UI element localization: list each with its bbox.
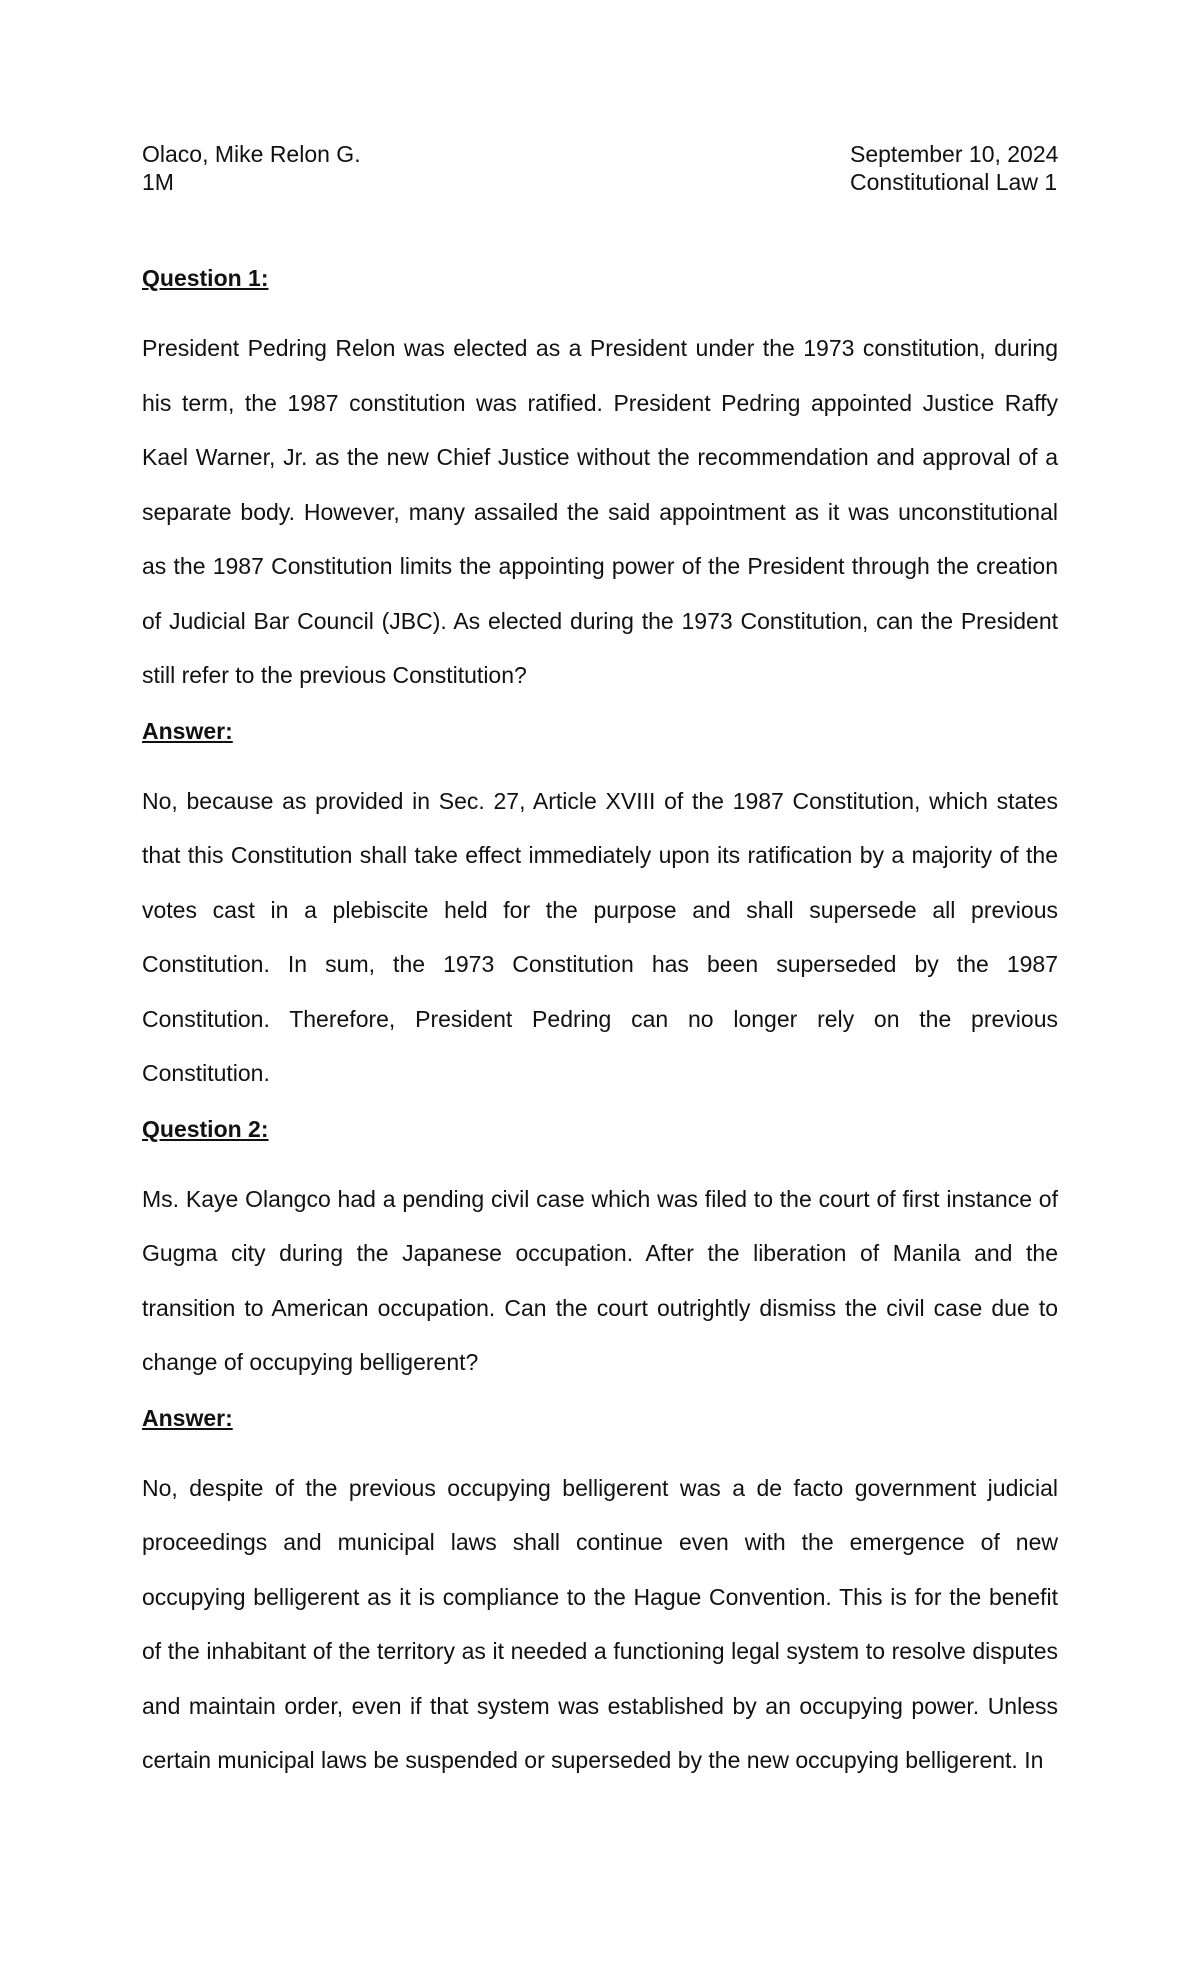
answer-2-heading: Answer: (142, 1404, 233, 1431)
student-info (142, 140, 361, 196)
answer-1-text: No, because as provided in Sec. 27, Article XVIII of the 1987 Constitution, which states that this Constitution shall take effect immediately upon its ratification by a majority of the votes cast in a plebiscite held for the purpose and shall supersede all previous Constitution. In sum, the 1973 Constitution has been superseded by the 1987 Constitution. Therefore, President Pedring can no longer rely on the previous Constitution. (142, 787, 1058, 1086)
question-1-text: President Pedring Relon was elected as a President under the 1973 constitution, during his term, the 1987 constitution was ratified. President Pedring appointed Justice Raffy Kael Warner, Jr. as the new Chief Justice without the recommendation and approval of a separate body. However, many assailed the said appointment as it was unconstitutional as the 1987 Constitution limits the appointing power of the President through the creation of Judicial Bar Council (JBC). As elected during the 1973 Constitution, can the President still refer to the previous Constitution? (142, 335, 1058, 688)
question-2-text: Ms. Kaye Olangco had a pending civil case which was filed to the court of first instance of Gugma city during the Japanese occupation. After the liberation of Manila and the transition to American occupation. Can the court outrightly dismiss the civil case due to change of occupying belligerent? (142, 1185, 1058, 1375)
answer-2-text: No, despite of the previous occupying belligerent was a de facto government judicial proceedings and municipal laws shall continue even with the emergence of new occupying belligerent as it is compliance to the Hague Convention. This is for the benefit of the inhabitant of the territory as it needed a functioning legal system to resolve disputes and maintain order, even if that system was established by an occupying power. Unless certain municipal laws be suspended or superseded by the new occupying belligerent. In (142, 1474, 1058, 1773)
question-2-heading: Question 2: (142, 1115, 269, 1142)
course-info (850, 140, 1058, 196)
student-name: Olaco, Mike Relon G. (142, 141, 361, 167)
question-1-heading: Question 1: (142, 265, 269, 291)
answer-1-heading: Answer: (142, 717, 233, 744)
document-date: September 10, 2024 (850, 141, 1059, 167)
course-subject: Constitutional Law 1 (850, 169, 1058, 195)
document-body (142, 264, 1058, 1788)
student-section: 1M (142, 169, 174, 195)
